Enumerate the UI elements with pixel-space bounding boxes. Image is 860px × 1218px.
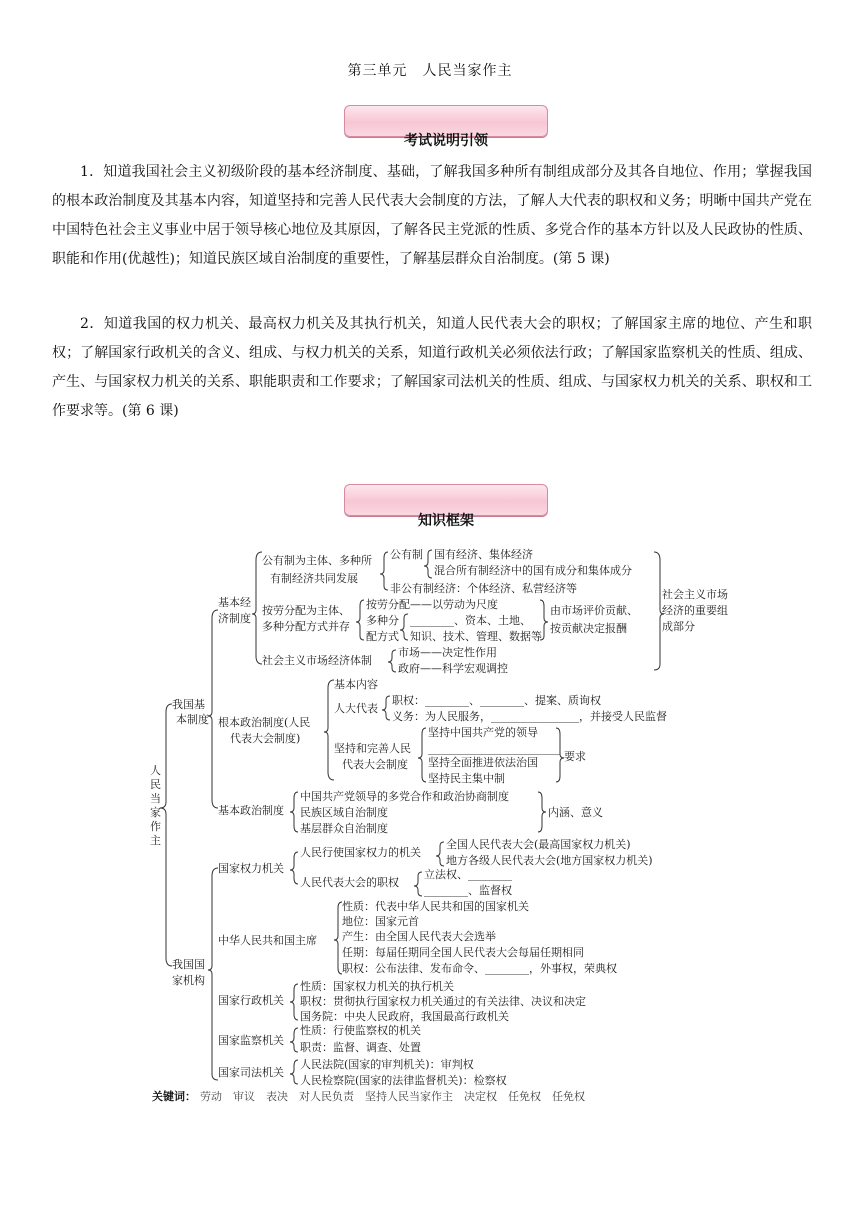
exercise-bracket [436,842,444,866]
deputy-powers: 职权：________、________、提案、质询权 [392,694,601,707]
npc-powers-bracket [414,872,422,896]
framework-banner-label: 知识框架 [418,513,474,529]
state-organs-label-2: 家机构 [172,974,205,987]
supervisory-nature: 性质：行使监察权的机关 [300,1024,421,1037]
market-bracket [388,650,396,672]
root-char: 主 [150,834,161,847]
market-role: 市场——决定性作用 [398,646,497,659]
admin-bracket [290,984,298,1020]
basic-system-label-1: 我国基 [172,698,205,711]
basic-political-3: 基层群众自治制度 [300,822,388,835]
root-char: 当 [150,792,161,805]
court: 人民法院(国家的审判机关)：审判权 [300,1058,474,1071]
requirement-2: ________________________ [428,742,560,755]
basic-system-bracket [208,610,218,808]
market-note-2: 按贡献决定报酬 [550,622,627,635]
requirement-bracket [556,728,564,782]
econ-note-3: 成部分 [662,620,695,633]
npc-deputy-bracket [382,696,390,720]
president-term: 任期：每届任期同全国人民代表大会每届任期相同 [342,946,584,959]
exam-requirement-1: 1．知道我国社会主义初级阶段的基本经济制度、基础，了解我国多种所有制组成部分及其各自地位、作用；掌握我国的根本政治制度及其基本内容，知道坚持和完善人民代表大会制度的方法，了解人大代表的职权和义务；明晰中国共产党在中国特色社会主义事业中居于领导核心地位及其原因，了解各民主党派的性质、多党合作的基本方针以及人民政协的性质、职能和作用(优越性)；知道民族区域自治制度的重要性，了解基层群众自治制度。(第 5 课) [52,164,812,267]
econ-system-label-1: 基本经 [218,596,251,609]
president-nature: 性质：代表中华人民共和国的国家机关 [342,900,529,913]
npc-power-2: ________、监督权 [424,884,512,897]
unit-title: 第三单元 人民当家作主 [347,63,513,79]
distribution-bracket [356,600,364,640]
econ-bracket [252,552,262,664]
uphold-npc-1: 坚持和完善人民 [334,742,411,755]
keywords-values: 劳动 审议 表决 对人民负责 坚持人民当家作主 决定权 任免权 任免权 [200,1090,585,1103]
government-role: 政府——科学宏观调控 [398,662,508,675]
fundamental-political-bracket [324,680,334,780]
president-status: 地位：国家元首 [342,915,419,928]
deputy-duties: 义务：为人民服务，________________，并接受人民监督 [392,710,667,723]
admin-organ: 国家行政机关 [218,994,284,1007]
econ-system-label-2: 济制度 [218,612,251,625]
keywords-label: 关键词： [152,1090,196,1103]
multi-distribution-1: 多种分 [366,614,399,627]
root-char: 民 [150,778,161,791]
requirement-1: 坚持中国共产党的领导 [428,726,538,739]
ownership-label-2: 有制经济共同发展 [270,572,358,585]
basic-political-note: 内涵、意义 [548,806,603,819]
npc-deputy: 人大代表 [334,702,378,715]
public-bracket [424,550,432,578]
fundamental-political-label-2: 代表大会制度) [230,732,301,745]
president-bracket [334,902,342,974]
econ-note-1: 社会主义市场 [662,588,728,601]
procuratorate: 人民检察院(国家的法律监督机关)：检察权 [300,1074,507,1087]
admin-nature: 性质：国家权力机关的执行机关 [300,980,454,993]
multi-bracket [400,614,408,640]
supervisory-duties: 职责：监督、调查、处置 [300,1041,421,1054]
president-powers: 职权：公布法律、发布命令、________，外事权，荣典权 [342,962,617,975]
multi-sub-1: ________、资本、土地、 [410,614,531,627]
fundamental-political-label-1: 根本政治制度(人民 [218,716,311,729]
state-organs-bracket [208,868,218,1080]
multi-distribution-2: 配方式 [366,630,399,643]
requirement-3: 坚持全面推进依法治国 [428,756,538,769]
npc-national: 全国人民代表大会(最高国家权力机关) [446,838,631,851]
requirement-label: 要求 [564,750,586,763]
npc-power-1: 立法权、________ [424,868,512,881]
president-label: 中华人民共和国主席 [218,934,317,947]
uphold-npc-2: 代表大会制度 [342,758,408,771]
supervisory-bracket [290,1028,298,1052]
uphold-bracket [418,728,426,782]
basic-content: 基本内容 [334,678,378,691]
ownership-label-1: 公有制为主体、多种所 [262,554,372,567]
exercise-organ: 人民行使国家权力的机关 [300,846,421,859]
president-election: 产生：由全国人民代表大会选举 [342,930,496,943]
judicial-organ: 国家司法机关 [218,1066,284,1079]
basic-political-label: 基本政治制度 [218,804,284,817]
root-label [150,764,161,847]
ownership-bracket [380,552,388,590]
market-economy-system: 社会主义市场经济体制 [262,654,372,667]
root-char: 作 [150,820,161,833]
labor-distribution: 按劳分配——以劳动为尺度 [366,598,498,611]
requirement-4: 坚持民主集中制 [428,772,505,785]
judicial-bracket [290,1060,298,1084]
power-organ-bracket [290,852,298,884]
exam-requirement-2: 2．知道我国的权力机关、最高权力机关及其执行机关，知道人民代表大会的职权；了解国家主席的地位、产生和职权；了解国家行政机关的含义、组成、与权力机关的关系，知道行政机关必须依法行政；了解国家监察机关的性质、组成、产生、与国家权力机关的关系、职能职责和工作要求；了解国家司法机关的性质、组成、与国家权力机关的关系、职权和工作要求等。(第 6 课) [52,316,812,419]
multi-sub-2: 知识、技术、管理、数据等 [410,630,542,643]
public-ownership: 公有制 [390,548,423,561]
root-char: 家 [150,806,161,819]
basic-system-label-2: 本制度 [176,713,209,726]
root-bracket [160,704,172,966]
npc-powers: 人民代表大会的职权 [300,876,399,889]
basic-political-1: 中国共产党领导的多党合作和政治协商制度 [300,790,509,803]
non-public: 非公有制经济：个体经济、私营经济等 [390,582,577,595]
root-char: 人 [150,764,161,777]
market-note-1: 由市场评价贡献、 [550,604,638,617]
public-sub-2: 混合所有制经济中的国有成分和集体成分 [434,564,632,577]
admin-powers: 职权：贯彻执行国家权力机关通过的有关法律、决议和决定 [300,995,586,1008]
state-council: 国务院：中央人民政府，我国最高行政机关 [300,1010,509,1023]
distribution-label-2: 多种分配方式并存 [262,620,350,633]
basic-political-note-bracket [538,792,546,832]
state-organs-label-1: 我国国 [172,958,205,971]
basic-political-2: 民族区域自治制度 [300,806,388,819]
econ-note-2: 经济的重要组 [662,604,728,617]
public-sub-1: 国有经济、集体经济 [434,548,533,561]
npc-local: 地方各级人民代表大会(地方国家权力机关) [446,854,653,867]
basic-political-bracket [290,792,298,832]
power-organ: 国家权力机关 [218,862,284,875]
exam-guide-banner-label: 考试说明引领 [404,133,488,149]
supervisory-organ: 国家监察机关 [218,1034,284,1047]
distribution-label-1: 按劳分配为主体、 [262,604,350,617]
